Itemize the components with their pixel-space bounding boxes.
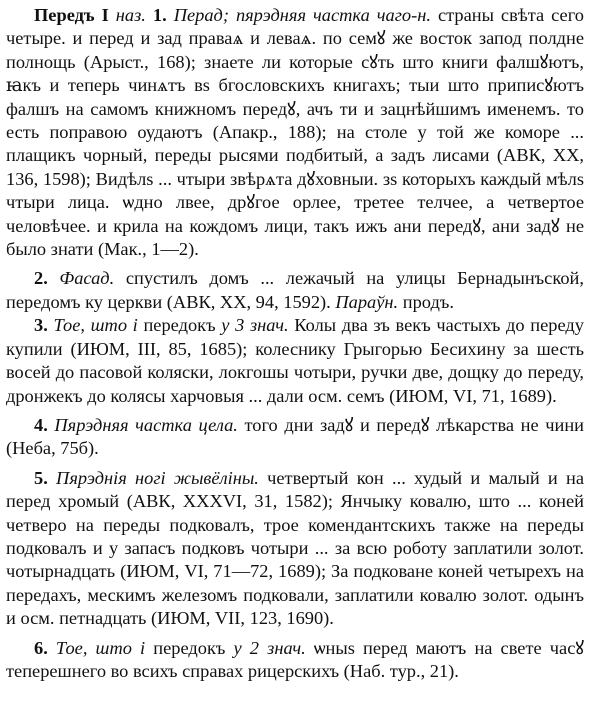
headword: Передъ І (34, 5, 109, 25)
sense-gloss-word: передокъ (153, 637, 226, 658)
sense-5-paragraph (6, 467, 584, 631)
sense-text: ѡныѕ перед маютъ на свете часꙋ теперешнего во всихъ справах рицерскихъ (Наб. тур., 21). (6, 637, 584, 681)
sense-gloss-label: знач. (267, 637, 306, 658)
sense-1-paragraph (6, 4, 584, 261)
sense-3-paragraph (6, 314, 584, 408)
sense-4-paragraph (6, 414, 584, 461)
cross-reference-word: продъ. (402, 291, 454, 312)
sense-gloss: Пярэдняя частка цела. (54, 414, 238, 435)
sense-number: 2. (34, 268, 48, 289)
cross-reference-label: Параўн. (335, 291, 399, 312)
sense-gloss: Перад; пярэдняя частка чаго-н. (173, 5, 431, 25)
sense-gloss-tail: у 2 (233, 637, 260, 658)
sense-gloss: Пярэднія ногі жывёліны. (56, 467, 259, 488)
sense-text: страны свѣта сего четыре. и перед и зад праваѧ и леваѧ. по семꙋ же восток запод полдне полнощь (Арыст., 168); знаете ли которые сꙋть што книги фалшꙋютъ, ꙗкъ и теперь чинѧтъ вѕ бгословскихъ книгахъ; тыи што приписꙋютъ фалшъ на самомъ книжномъ передꙋ, ачъ ти и зацнѣйшимъ именемъ. то есть поправою оудаютъ (Апакр., 188); на столе у той же коморе ... плащикъ чорный, переды рысями подбитый, а задъ лисами (АВК, XX, 136, 1598); Видѣлѕ ... чтыри звѣрѧта дꙋховныи. зѕ которыхъ каждый мѣлѕ чтыри лица. ѡдно лвее, дрꙋгое орлее, третее телчее, а четвертое человѣчее. и крила на кождомъ лици, такъ ижъ ани передꙋ, ани задꙋ не было знати (Мак., 1—2). (6, 5, 584, 260)
sense-gloss: Тое, што і (55, 637, 146, 658)
sense-gloss: Фасад. (59, 268, 115, 289)
sense-number: 1. (152, 5, 167, 25)
sense-text: того дни задꙋ и передꙋ лѣкарства не чини (Неба, 75б). (6, 414, 585, 459)
sense-number: 5. (34, 467, 48, 488)
sense-gloss-word: передокъ (143, 315, 216, 336)
sense-2-paragraph (6, 267, 584, 314)
sense-number: 6. (34, 637, 48, 658)
sense-text: спустилъ домъ ... лежачый на улицы Бернадынъской, передомъ ку церкви (АВК, XX, 94, 1592). (6, 268, 584, 312)
sense-gloss-label: знач. (249, 315, 289, 336)
sense-number: 3. (34, 315, 48, 336)
sense-gloss: Тое, што і (53, 315, 138, 336)
sense-number: 4. (34, 414, 48, 435)
grammar-label: наз. (115, 5, 146, 25)
sense-text: Колы два зъ векъ частыхъ до переду купили (ИЮМ, III, 85, 1685); колеснику Грыгорью Бесихину за шесть восей до пасовой коляски, локгошы чотыри, ручки две, дощку до переду, дронжекъ до колясы харчовыя ... дали осм. семъ (ИЮМ, VI, 71, 1689). (6, 315, 584, 406)
sense-gloss-tail: у 3 (221, 315, 245, 336)
sense-text: четвертый кон ... худый и малый и на перед хромый (АВК, XXXVI, 31, 1582); Янчыку ковалю, што ... коней четверо на переды подковалъ, трое комендантскихъ также на переды подковалъ и у запасъ подковъ чотыри ... за всю роботу заплатили золот. чотырнадцать (ИЮМ, VI, 71—72, 1689); За подковане коней четырехъ на передахъ, мескимъ железомъ подковали, заплатили ковалю золот. одынъ и осм. петнадцать (ИЮМ, VII, 123, 1690). (6, 467, 584, 629)
sense-6-paragraph (6, 637, 584, 684)
